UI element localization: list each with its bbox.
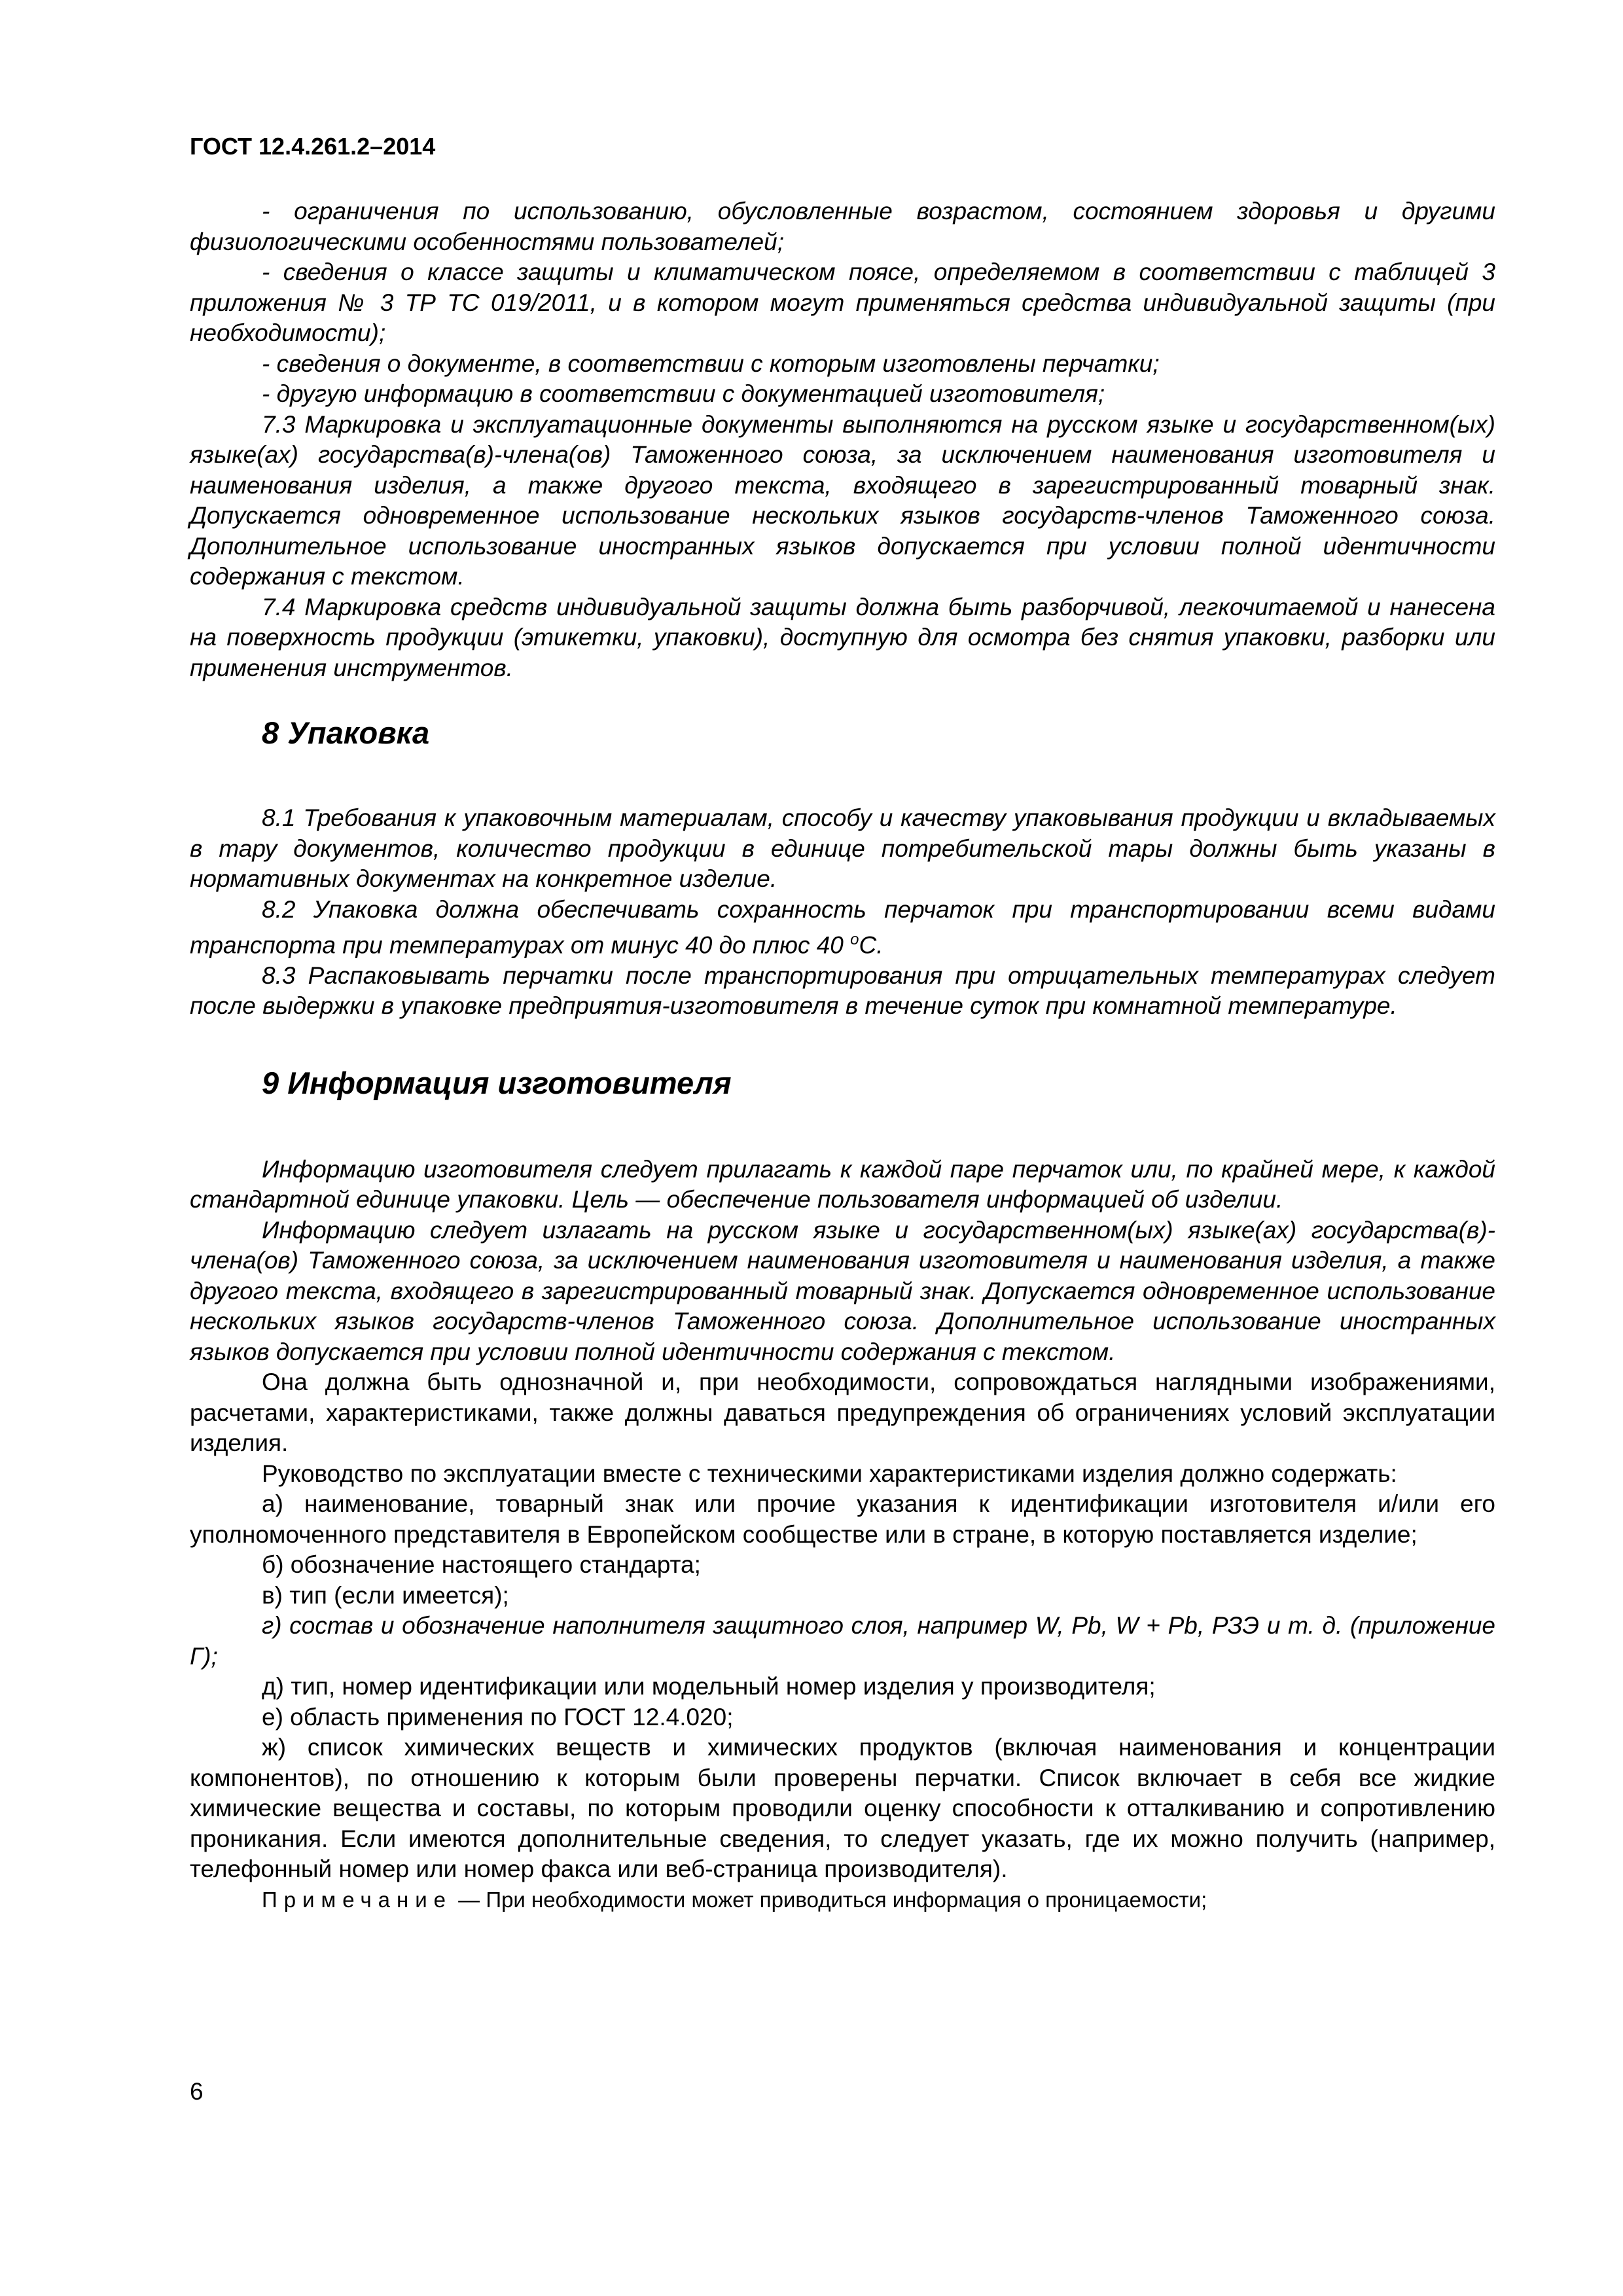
paragraph-8-1: 8.1 Требования к упаковочным материалам, способу и качеству упаковывания продукции и вкладываемых в тару документов, количество продукции в единице потребительской тары должны быть указаны в нормативных документах на конкретное изделие. bbox=[190, 804, 1495, 892]
document-header: ГОСТ 12.4.261.2–2014 bbox=[190, 133, 436, 160]
paragraph-other-info: - другую информацию в соответствии с документацией изготовителя; bbox=[262, 380, 1105, 407]
list-item-v: в) тип (если имеется); bbox=[262, 1581, 509, 1609]
paragraph-protection-class: - сведения о классе защиты и климатическом поясе, определяемом в соответствии с таблицей 3 приложения № 3 ТР ТС 019/2011, и в котором могут применяться средства индивидуальной защиты (при необходимости); bbox=[190, 259, 1495, 346]
paragraph-8-2-text: 8.2 Упаковка должна обеспечивать сохранность перчаток при транспортировании всеми видами транспорта при температурах от минус 40 до плюс 40 bbox=[190, 895, 1495, 959]
paragraph-restrictions: - ограничения по использованию, обусловленные возрастом, состоянием здоровья и другими физиологическими особенностями пользователей; bbox=[190, 198, 1495, 255]
list-item-zh: ж) список химических веществ и химических продуктов (включая наименования и концентрации компонентов), по отношению к которым были проверены перчатки. Список включает в себя все жидкие химические вещества и составы, по которым проводили оценку способности к отталкиванию и сопротивлению проникания. Если имеются дополнительные сведения, то следует указать, где их можно получить (например, телефонный номер или номер факса или веб-страница производителя). bbox=[190, 1734, 1495, 1883]
paragraph-8-2 bbox=[190, 895, 1495, 961]
document-page bbox=[190, 131, 1495, 1915]
degree-symbol: o bbox=[850, 931, 859, 948]
paragraph-7-3: 7.3 Маркировка и эксплуатационные документы выполняются на русском языке и государственном(ых) языке(ах) государства(в)-члена(ов) Таможенного союза, за исключением наименования изготовителя и наименования изделия, а также другого текста, входящего в зарегистрированный товарный знак. Допускается одновременное использование нескольких языков государств-членов Таможенного союза. Дополнительное использование иностранных языков допускается при условии полной идентичности содержания с текстом. bbox=[190, 410, 1495, 590]
paragraph-9-1: Информацию изготовителя следует прилагать к каждой паре перчаток или, по крайней мере, к каждой стандартной единице упаковки. Цель — обеспечение пользователя информацией об изделии. bbox=[190, 1155, 1495, 1213]
list-item-a: а) наименование, товарный знак или прочие указания к идентификации изготовителя и/или его уполномоченного представителя в Европейском сообществе или в стране, в которую поставляется изделие; bbox=[190, 1490, 1495, 1548]
paragraph-9-4: Руководство по эксплуатации вместе с техническими характеристиками изделия должно содержать: bbox=[262, 1460, 1397, 1487]
paragraph-8-2-unit: С. bbox=[859, 931, 883, 959]
note-text: — При необходимости может приводиться информация о проницаемости; bbox=[452, 1887, 1207, 1912]
section-8-heading: 8 Упаковка bbox=[262, 715, 430, 750]
list-item-g: г) состав и обозначение наполнителя защитного слоя, например W, Pb, W + Pb, РЗЭ и т. д. (приложение Г); bbox=[190, 1612, 1495, 1670]
paragraph-7-4: 7.4 Маркировка средств индивидуальной защиты должна быть разборчивой, легкочитаемой и нанесена на поверхность продукции (этикетки, упаковки), доступную для осмотра без снятия упаковки, разборки или применения инструментов. bbox=[190, 593, 1495, 681]
note bbox=[190, 1885, 1495, 1916]
paragraph-8-3: 8.3 Распаковывать перчатки после транспортирования при отрицательных температурах следует после выдержки в упаковке предприятия-изготовителя в течение суток при комнатной температуре. bbox=[190, 961, 1495, 1020]
list-item-b: б) обозначение настоящего стандарта; bbox=[262, 1551, 701, 1579]
page-number: 6 bbox=[190, 2078, 204, 2105]
paragraph-9-3: Она должна быть однозначной и, при необходимости, сопровождаться наглядными изображениями, расчетами, характеристиками, также должны даваться предупреждения об ограничениях условий эксплуатации изделия. bbox=[190, 1369, 1495, 1457]
note-label: Примечание bbox=[262, 1887, 453, 1912]
list-item-d: д) тип, номер идентификации или модельный номер изделия у производителя; bbox=[262, 1673, 1156, 1700]
paragraph-document-info: - сведения о документе, в соответствии с которым изготовлены перчатки; bbox=[262, 350, 1160, 377]
section-9-heading: 9 Информация изготовителя bbox=[262, 1065, 732, 1100]
paragraph-9-2: Информацию следует излагать на русском языке и государственном(ых) языке(ах) государства(в)-члена(ов) Таможенного союза, за исключением наименования изготовителя и наименования изделия, а также другого текста, входящего в зарегистрированный товарный знак. Допускается одновременное использование нескольких языков государств-членов Таможенного союза. Дополнительное использование иностранных языков допускается при условии полной идентичности содержания с текстом. bbox=[190, 1216, 1495, 1365]
list-item-e: е) область применения по ГОСТ 12.4.020; bbox=[262, 1703, 734, 1731]
